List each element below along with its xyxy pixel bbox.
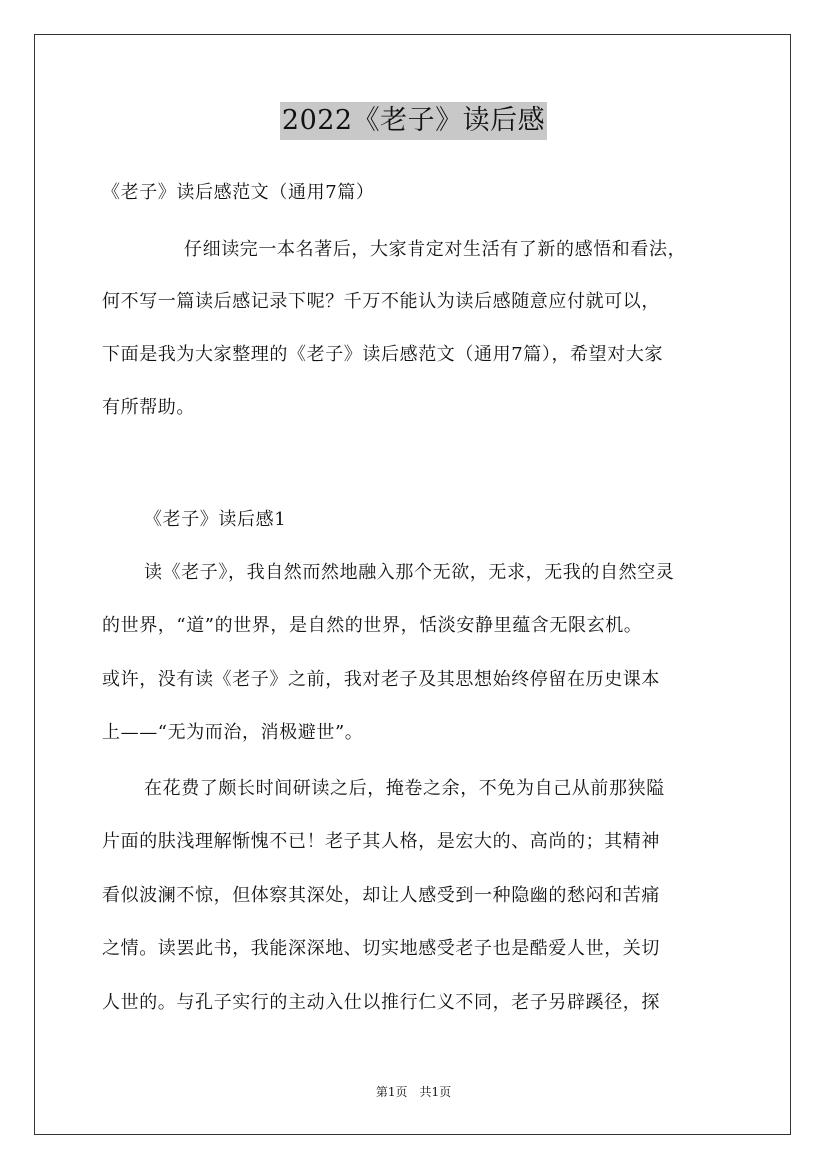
para2-line-5: 人世的。与孔子实行的主动入仕以推行仁义不同，老子另辟蹊径，探 (102, 992, 660, 1013)
document-title: 2022《老子》读后感 (280, 102, 547, 140)
title-container (0, 102, 827, 140)
para2-line-2: 片面的肤浅理解惭愧不已！老子其人格，是宏大的、高尚的；其精神 (102, 831, 660, 852)
para2-line-3: 看似波澜不惊，但体察其深处，却让人感受到一种隐幽的愁闷和苦痛 (102, 885, 660, 906)
document-subtitle: 《老子》读后感范文（通用7篇） (102, 182, 375, 203)
intro-line-4: 有所帮助。 (102, 397, 195, 418)
intro-line-3: 下面是我为大家整理的《老子》读后感范文（通用7篇），希望对大家 (102, 344, 664, 365)
para1-line-3: 或许，没有读《老子》之前，我对老子及其思想始终停留在历史课本 (102, 669, 660, 690)
para1-line-1: 读《老子》，我自然而然地融入那个无欲，无求，无我的自然空灵 (144, 562, 675, 583)
para1-line-4: 上——“无为而治，消极避世”。 (102, 722, 364, 743)
para1-line-2: 的世界，“道”的世界，是自然的世界，恬淡安静里蕴含无限玄机。 (102, 615, 643, 636)
intro-line-1: 仔细读完一本名著后，大家肯定对生活有了新的感悟和看法， (184, 239, 687, 260)
page-footer: 第1页 共1页 (375, 1085, 452, 1099)
para2-line-1: 在花费了颇长时间研读之后，掩卷之余，不免为自己从前那狭隘 (144, 778, 665, 799)
section-heading: 《老子》读后感1 (144, 509, 287, 530)
para2-line-4: 之情。读罢此书，我能深深地、切实地感受老子也是酷爱人世，关切 (102, 938, 660, 959)
intro-line-2: 何不写一篇读后感记录下呢？千万不能认为读后感随意应付就可以， (102, 291, 660, 312)
